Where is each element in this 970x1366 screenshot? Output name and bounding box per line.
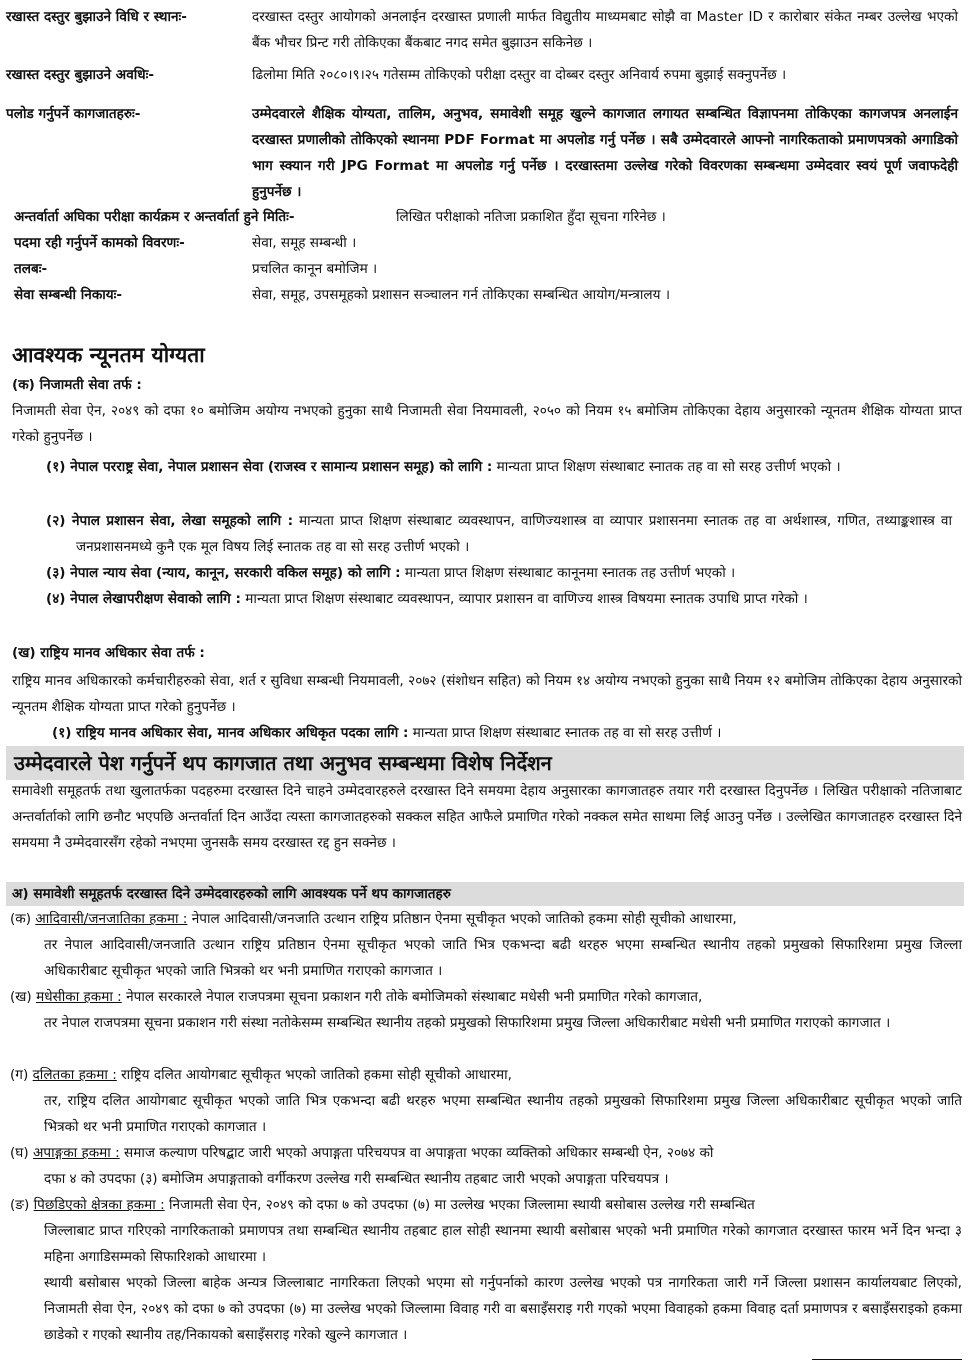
nhrc-item-1 — [52, 720, 962, 746]
civil-service-title: (क) निजामती सेवा तर्फ : — [12, 377, 142, 393]
upload-docs-value: उम्मेदवारले शैक्षिक योग्यता, तालिम, अनुभव, समावेशी समूह खुल्ने कागजात लगायत सम्बन्धित विज्ञापनमा तोकिएका कागजपत्र अनलाईन दरखास्त प्रणालीको तोकिएको स्थानमा PDF Format मा अपलोड गर्नु पर्नेछ । सबै उम्मेदवारले आफ्नो नागरिकताको प्रमाणपत्रको अगाडिको भाग स्क्यान गरी JPG Format मा अपलोड गर्नु पर्नेछ । दरखास्तमा उल्लेख गरेको विवरणका सम्बन्धमा उम्मेदवार स्वयं पूर्ण जवाफदेही हुनुपर्नेछ । — [252, 106, 958, 200]
fee-deadline-value: ढिलोमा मिति २०८०।९।२५ गतेसम्म तोकिएको परीक्षा दस्तुर वा दोब्बर दस्तुर अनिवार्य रुपमा बुझाई सक्नुपर्नेछ । — [252, 67, 787, 83]
category-dalit-first: राष्ट्रिय दलित आयोगबाट सूचीकृत भएको जातिको हकमा सोही सूचीको आधारमा, — [116, 1067, 512, 1083]
service-body-label: सेवा सम्बन्धी निकायः- — [14, 287, 123, 303]
civil-item-2-title: (२) नेपाल प्रशासन सेवा, लेखा समूहको लागि : — [46, 513, 293, 529]
civil-item-1-text: मान्यता प्राप्त शिक्षण संस्थाबाट स्नातक तह वा सो सरह उत्तीर्ण भएको । — [492, 459, 841, 475]
interview-date-label: अन्तर्वार्ता अघिका परीक्षा कार्यक्रम र अन्तर्वार्ता हुने मितिः- — [14, 209, 295, 225]
category-madhesi-first: नेपाल सरकारले नेपाल राजपत्रमा सूचना प्रकाशन गरी तोके बमोजिमको संस्थाबाट मधेसी भनी प्रमाणित गरेको कागजात, — [121, 989, 703, 1005]
category-disabled-first: समाज कल्याण परिषद्बाट जारी भएको अपाङ्गता परिचयपत्र वा अपाङ्गता भएका व्यक्तिको अधिकार सम्बन्धी ऐन, २०७४ को — [119, 1145, 714, 1161]
civil-item-1-title: (१) नेपाल परराष्ट्र सेवा, नेपाल प्रशासन सेवा (राजस्व र सामान्य प्रशासन समूह) को लागि : — [46, 459, 493, 475]
salary-row — [0, 256, 964, 282]
upload-docs-row — [0, 101, 964, 205]
category-disabled-num: (घ) — [10, 1145, 29, 1161]
civil-item-3-text: मान्यता प्राप्त शिक्षण संस्थाबाट कानूनमा स्नातक तह उत्तीर्ण भएको । — [400, 565, 736, 581]
nhrc-title: (ख) राष्ट्रिय मानव अधिकार सेवा तर्फ : — [12, 645, 205, 661]
fee-method-label: रखास्त दस्तुर बुझाउने विधि र स्थानः- — [6, 9, 187, 25]
qualification-heading: आवश्यक न्यूनतम योग्यता — [12, 343, 205, 367]
interview-date-value: लिखित परीक्षाको नतिजा प्रकाशित हुँदा सूचना गरिनेछ । — [396, 209, 666, 225]
civil-item-4-text: मान्यता प्राप्त शिक्षण संस्थाबाट व्यवस्थापन, व्यापार प्रशासन वा वाणिज्य शास्त्र विषयमा स्नातक उपाधि प्राप्त गरेको । — [240, 591, 808, 607]
civil-item-3 — [46, 560, 952, 586]
nhrc-item-1-title: (१) राष्ट्रिय मानव अधिकार सेवा, मानव अधिकार अधिकृत पदका लागि : — [52, 725, 409, 741]
fee-deadline-row — [0, 62, 964, 88]
job-desc-label: पदमा रही गर्नुपर्ने कामको विवरणः- — [14, 235, 185, 251]
signature-line — [812, 1359, 962, 1360]
fee-method-row — [0, 4, 964, 54]
special-instructions-intro: समावेशी समूहतर्फ तथा खुलातर्फका पदहरुमा दरखास्त दिने चाहने उम्मेदवारहरुले दरखास्त दिने समयमा देहाय अनुसारका कागजातहरु तयार गरी दरखास्त दिनुपर्नेछ । लिखित परीक्षाको नतिजाबाट अन्तर्वार्ताको लागि छनौट भएपछि अन्तर्वार्ता दिन आउँदा त्यस्ता कागजातहरुको सक्कल सहित आफैले प्रमाणित गरेको नक्कल समेत साथमा लिई आउनु पर्नेछ । उल्लेखित कागजातहरु दरखास्त दिने समयमा नै उम्मेदवारसँग रहेको नभएमा जुनसकै समय दरखास्त रद्द हुन सक्नेछ । — [12, 783, 962, 851]
category-disabled — [10, 1140, 962, 1192]
civil-item-4 — [46, 586, 952, 612]
category-madhesi-rest: तर नेपाल राजपत्रमा सूचना प्रकाशन गरी संस्था नतोकेसम्म सम्बन्धित स्थानीय तहको प्रमुखको सिफारिशमा प्रमुख जिल्ला अधिकारीबाट मधेसी भनी प्रमाणित गराएको कागजात । — [44, 1015, 891, 1031]
category-backward-region-first: निजामती सेवा ऐन, २०४९ को दफा ७ को उपदफा (७) मा उल्लेख भएका जिल्लामा स्थायी बसोबास उल्लेख गरी सम्बन्धित — [164, 1197, 755, 1213]
salary-value: प्रचलित कानून बमोजिम । — [252, 261, 378, 277]
category-madhesi — [10, 984, 962, 1036]
category-indigenous-rest: तर नेपाल आदिवासी/जनजाति उत्थान राष्ट्रिय प्रतिष्ठान ऐनमा सूचीकृत भएको जाति भित्र एकभन्दा बढी थरहरु भएमा सम्बन्धित स्थानीय तहको प्रमुखको सिफारिशमा प्रमुख जिल्ला अधिकारीबाट सूचीकृत भएको जाति भित्रको थर भनी प्रमाणित गराएको कागजात । — [44, 937, 962, 979]
civil-service-intro: निजामती सेवा ऐन, २०४९ को दफा १० बमोजिम अयोग्य नभएको हुनुका साथै निजामती सेवा नियमावली, २०५० को नियम १५ बमोजिम तोकिएका देहाय अनुसारको न्यूनतम शैक्षिक योग्यता प्राप्त गरेको हुनुपर्नेछ । — [12, 403, 962, 445]
category-indigenous-num: (क) — [10, 911, 32, 927]
category-madhesi-num: (ख) — [10, 989, 32, 1005]
category-backward-region — [10, 1192, 962, 1270]
civil-item-3-title: (३) नेपाल न्याय सेवा (न्याय, कानून, सरकारी वकिल समूह) को लागि : — [46, 565, 401, 581]
upload-docs-label: पलोड गर्नुपर्ने कागजातहरुः- — [6, 106, 141, 122]
category-disabled-rest: दफा ४ को उपदफा (३) बमोजिम अपाङ्गताको वर्गीकरण उल्लेख गरी सम्बन्धित स्थानीय तहबाट जारी भएको अपाङ्गता परिचयपत्र । — [44, 1171, 669, 1187]
service-body-value: सेवा, समूह, उपसमूहको प्रशासन सञ्चालन गर्न तोकिएका सम्बन्धित आयोग/मन्त्रालय । — [252, 287, 670, 303]
special-instructions-banner: उम्मेदवारले पेश गर्नुपर्ने थप कागजात तथा अनुभव सम्बन्धमा विशेष निर्देशन — [6, 746, 964, 780]
civil-item-2 — [46, 508, 952, 560]
category-indigenous-first: नेपाल आदिवासी/जनजाति उत्थान राष्ट्रिय प्रतिष्ठान ऐनमा सूचीकृत भएको जातिको हकमा सोही सूचीको आधारमा, — [187, 911, 737, 927]
category-madhesi-name: मधेसीका हकमा : — [36, 989, 122, 1005]
fee-deadline-label: रखास्त दस्तुर बुझाउने अवधिः- — [6, 67, 155, 83]
fee-method-value: दरखास्त दस्तुर आयोगको अनलाईन दरखास्त प्रणाली मार्फत विद्युतीय माध्यमबाट सोझै वा Master ID र कारोबार संकेत नम्बर उल्लेख भएको बैंक भौचर प्रिन्ट गरी तोकिएका बैंकबाट नगद समेत बुझाउन सकिनेछ । — [252, 9, 958, 51]
category-dalit-num: (ग) — [10, 1067, 29, 1083]
category-indigenous — [10, 906, 962, 984]
category-dalit-rest: तर, राष्ट्रिय दलित आयोगबाट सूचीकृत भएको जाति भित्र एकभन्दा बढी थरहरु भएमा सम्बन्धित स्थानीय तहको प्रमुखको सिफारिशमा प्रमुख जिल्ला अधिकारीबाट सूचीकृत भएको जाति भित्रको थर भनी प्रमाणित गराएको कागजात । — [44, 1093, 962, 1135]
nhrc-intro: राष्ट्रिय मानव अधिकारको कर्मचारीहरुको सेवा, शर्त र सुविधा सम्बन्धी नियमावली, २०७२ (संशोधन सहित) को नियम १४ अयोग्य नभएको हुनुका साथै नियम १२ बमोजिम तोकिएका देहाय अनुसारको न्यूनतम शैक्षिक योग्यता प्राप्त गरेको हुनुपर्नेछ । — [12, 673, 962, 715]
service-body-row — [0, 282, 964, 308]
category-disabled-name: अपाङ्गका हकमा : — [32, 1145, 120, 1161]
inclusive-docs-subheading: अ) समावेशी समूहतर्फ दरखास्त दिने उम्मेदवारहरुको लागि आवश्यक पर्ने थप कागजातहरु — [6, 882, 964, 906]
category-backward-region-num: (ङ) — [10, 1197, 30, 1213]
category-dalit — [10, 1062, 962, 1140]
category-backward-region-rest: जिल्लाबाट प्राप्त गरिएको नागरिकताको प्रमाणपत्र तथा सम्बन्धित स्थानीय तहबाट हाल सोही स्थानमा स्थायी बसोबास भएको भनी प्रमाणित गरेको कागजात दरखास्त फारम भर्ने दिन भन्दा ३ महिना अगाडिसम्मको सिफारिशको आधारमा । — [44, 1223, 962, 1265]
nhrc-item-1-text: मान्यता प्राप्त शिक्षण संस्थाबाट स्नातक तह वा सो सरह उत्तीर्ण । — [408, 725, 722, 741]
category-indigenous-name: आदिवासी/जनजातिका हकमा : — [35, 911, 188, 927]
civil-item-2-text: मान्यता प्राप्त शिक्षण संस्थाबाट व्यवस्थापन, वाणिज्यशास्त्र वा व्यापार प्रशासनमा स्नातक तह वा अर्थशास्त्र, गणित, तथ्याङ्कशास्त्र वा जनप्रशासनमध्ये कुनै एक मूल विषय लिई स्नातक तह वा सो सरह उत्तीर्ण भएको । — [76, 513, 952, 555]
backward-region-extra: स्थायी बसोबास भएको जिल्ला बाहेक अन्यत्र जिल्लाबाट नागरिकता लिएको भएमा सो गर्नुपर्नाको कारण उल्लेख भएको पत्र नागरिकता जारी गर्ने जिल्ला प्रशासन कार्यालयबाट लिएको, निजामती सेवा ऐन, २०४९ को दफा ७ को उपदफा (७) मा उल्लेख भएको जिल्लामा विवाह गरी वा बसाइँसराइ गरी गएको भएमा विवाहको हकमा विवाह दर्ता प्रमाणपत्र र बसाइँसराइको हकमा छाडेको र गएको स्थानीय तह/निकायको बसाइँसराइ गरेको खुल्ने कागजात । — [44, 1275, 962, 1343]
civil-item-4-title: (४) नेपाल लेखापरीक्षण सेवाको लागि : — [46, 591, 241, 607]
category-dalit-name: दलितका हकमा : — [32, 1067, 117, 1083]
interview-date-row — [0, 204, 964, 230]
salary-label: तलबः- — [14, 261, 48, 277]
category-backward-region-name: पिछडिएको क्षेत्रका हकमा : — [33, 1197, 165, 1213]
civil-item-1 — [46, 454, 952, 480]
job-desc-row — [0, 230, 964, 256]
job-desc-value: सेवा, समूह सम्बन्धी । — [252, 235, 357, 251]
